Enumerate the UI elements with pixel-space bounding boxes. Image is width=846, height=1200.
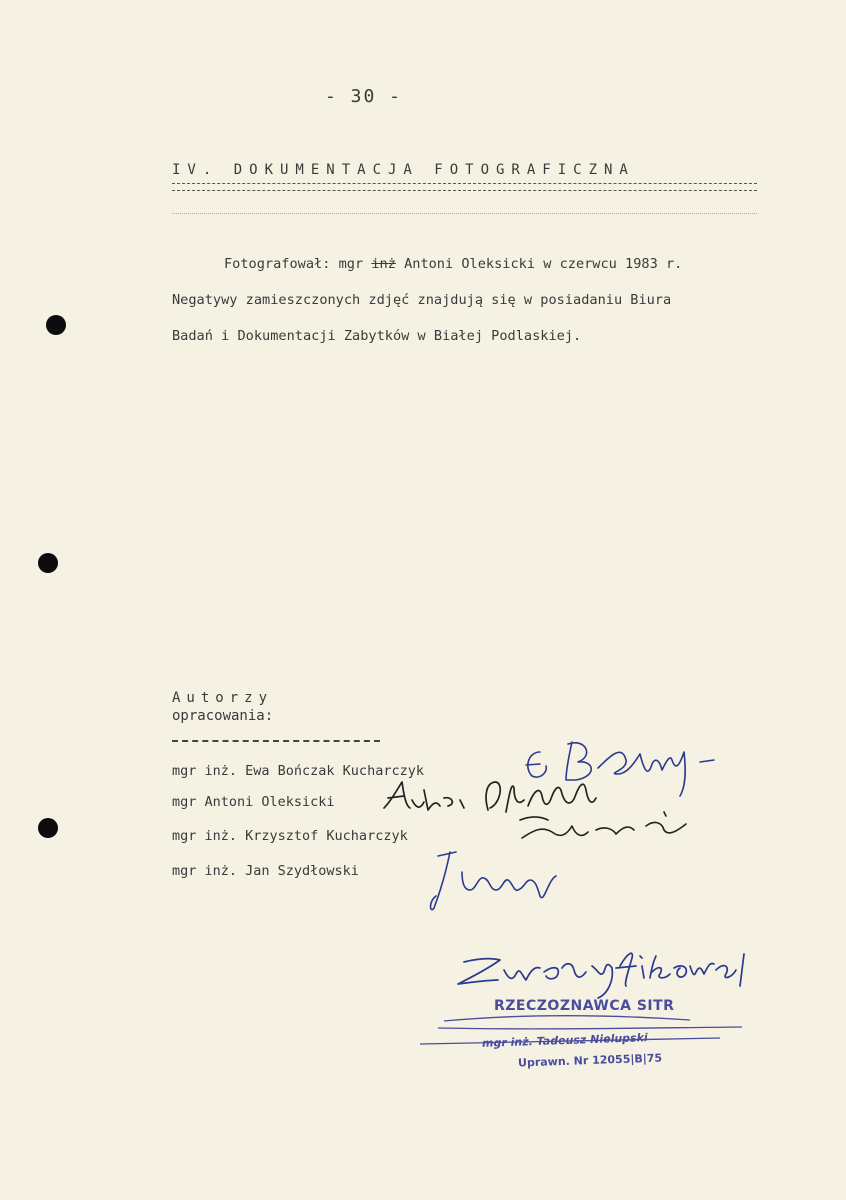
body-line-1 <box>172 246 822 282</box>
body-line-2: Negatywy zamieszczonych zdjęć znajdują się w posiadaniu Biura <box>172 292 672 308</box>
authors-heading-line-1: Autorzy <box>172 690 274 706</box>
title-double-underline <box>172 183 757 191</box>
stamp-title: RZECZOZNAWCA SITR <box>494 998 675 1014</box>
photographer-suffix: Antoni Oleksicki w czerwcu 1983 r. <box>395 256 683 272</box>
verification-handwriting <box>458 953 744 998</box>
punch-hole-bottom <box>38 818 58 838</box>
page-number: - 30 - <box>325 86 403 107</box>
stamp-name: mgr inż. Tadeusz Nielupski <box>481 1031 648 1050</box>
signature-3 <box>520 812 686 838</box>
signature-1 <box>526 742 714 796</box>
authors-heading-line-2: opracowania: <box>172 708 274 724</box>
photographer-prefix: Fotografował: mgr <box>224 256 372 272</box>
body-line-3: Badań i Dokumentacji Zabytków w Białej Podlaskiej. <box>172 328 582 344</box>
stamp-license-number: Uprawn. Nr 12055|B|75 <box>517 1051 663 1070</box>
author-4: mgr inż. Jan Szydłowski <box>172 863 359 879</box>
author-1: mgr inż. Ewa Bończak Kucharczyk <box>172 763 424 779</box>
author-3: mgr inż. Krzysztof Kucharczyk <box>172 828 408 844</box>
signature-2 <box>384 782 596 812</box>
signature-4 <box>431 852 557 910</box>
dotted-separator <box>172 213 757 214</box>
author-2: mgr Antoni Oleksicki <box>172 794 335 810</box>
body-paragraph <box>172 246 822 354</box>
section-title: IV. DOKUMENTACJA FOTOGRAFICZNA <box>172 162 635 178</box>
authors-heading <box>172 689 273 725</box>
punch-hole-middle <box>38 553 58 573</box>
struck-title: inż <box>371 256 396 272</box>
authors-underline <box>172 740 380 742</box>
punch-hole-top <box>46 315 66 335</box>
